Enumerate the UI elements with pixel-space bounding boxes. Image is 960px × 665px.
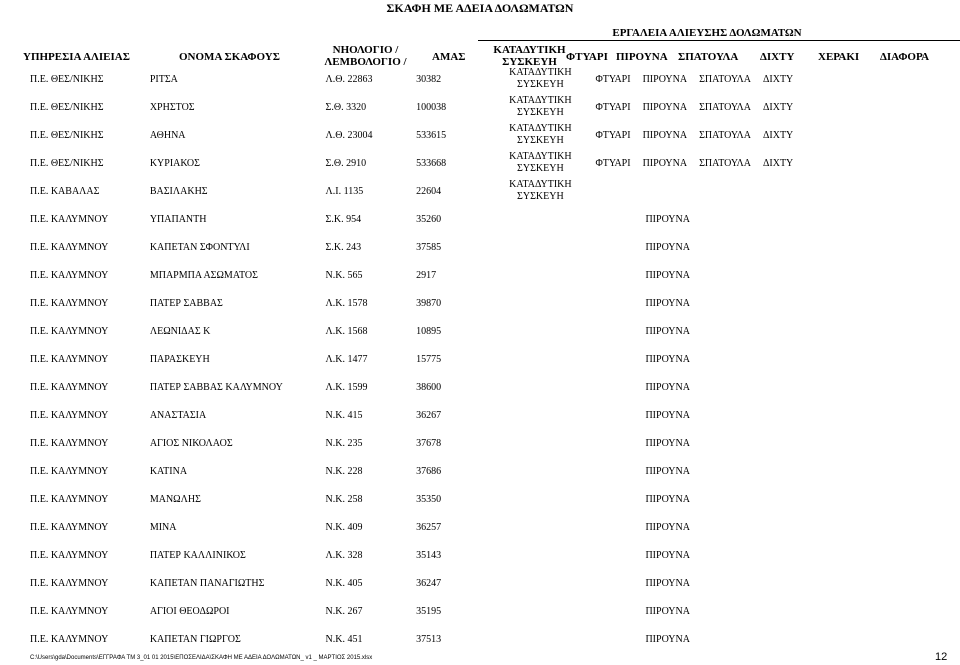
cell-equipment bbox=[595, 401, 960, 429]
cell-boat-name: ΚΑΠΕΤΑΝ ΓΙΩΡΓΟΣ bbox=[149, 633, 241, 645]
header-registry-line1: ΝΗΟΛΟΓΙΟ / bbox=[332, 44, 399, 56]
table-row bbox=[0, 289, 960, 317]
equipment-item: ΠΙΡΟΥΝΑ bbox=[645, 521, 690, 533]
equipment-item: ΠΙΡΟΥΝΑ bbox=[642, 129, 688, 141]
cell-registry: Λ.Κ. 1568 bbox=[325, 325, 368, 337]
table-row bbox=[0, 93, 960, 121]
equipment-group-title: ΕΡΓΑΛΕΙΑ ΑΛΙΕΥΣΗΣ ΔΟΛΩΜΑΤΩΝ bbox=[612, 27, 802, 39]
cell-registry: Λ.Κ. 1578 bbox=[325, 297, 368, 309]
cell-equipment bbox=[595, 65, 960, 93]
cell-catching-device bbox=[485, 429, 595, 457]
equipment-item: ΠΙΡΟΥΝΑ bbox=[645, 325, 690, 337]
cell-registry: Ν.Κ. 565 bbox=[325, 269, 363, 281]
cell-catching-device bbox=[485, 345, 595, 373]
cell-registry: Λ.Κ. 328 bbox=[325, 549, 363, 561]
cell-service: Π.Ε. ΘΕΣ/ΝΙΚΗΣ bbox=[30, 129, 104, 141]
header-dixty: ΔΙΧΤΥ bbox=[760, 51, 795, 63]
cell-boat-name: ΡΙΤΣΑ bbox=[149, 73, 178, 85]
cell-amas: 533615 bbox=[416, 129, 447, 141]
header-diafora: ΔΙΑΦΟΡΑ bbox=[880, 51, 930, 63]
cell-boat-name: ΥΠΑΠΑΝΤΗ bbox=[149, 213, 207, 225]
cell-catching-device bbox=[485, 569, 595, 597]
equipment-item: ΠΙΡΟΥΝΑ bbox=[645, 465, 690, 477]
cell-equipment bbox=[595, 149, 960, 177]
table-row bbox=[0, 485, 960, 513]
cell-registry: Ν.Κ. 258 bbox=[325, 493, 363, 505]
cell-equipment bbox=[595, 233, 960, 261]
cell-service: Π.Ε. ΚΑΛΥΜΝΟΥ bbox=[30, 605, 109, 617]
cell-boat-name: ΚΑΤΙΝΑ bbox=[149, 465, 188, 477]
equipment-item: ΔΙΧΤΥ bbox=[762, 129, 794, 141]
header-catching-line2: ΣΥΣΚΕΥΗ bbox=[502, 56, 557, 68]
header-ftyari: ΦΤΥΑΡΙ bbox=[566, 51, 608, 63]
cell-registry: Ν.Κ. 235 bbox=[325, 437, 363, 449]
cell-catching-device bbox=[485, 401, 595, 429]
catching-device-line2: ΣΥΣΚΕΥΗ bbox=[517, 163, 564, 174]
cell-boat-name: ΧΡΗΣΤΟΣ bbox=[149, 101, 195, 113]
header-pirouna: ΠΙΡΟΥΝΑ bbox=[616, 51, 668, 63]
cell-registry: Σ.Θ. 2910 bbox=[325, 157, 367, 169]
table-row bbox=[0, 457, 960, 485]
page-number: 12 bbox=[935, 651, 948, 663]
cell-service: Π.Ε. ΚΑΛΥΜΝΟΥ bbox=[30, 353, 109, 365]
cell-registry: Ν.Κ. 409 bbox=[325, 521, 363, 533]
cell-registry: Ν.Κ. 415 bbox=[325, 409, 363, 421]
table-row bbox=[0, 429, 960, 457]
cell-registry: Σ.Θ. 3320 bbox=[325, 101, 367, 113]
cell-equipment bbox=[595, 373, 960, 401]
cell-amas: 533668 bbox=[416, 157, 447, 169]
cell-boat-name: ΛΕΩΝΙΔΑΣ Κ bbox=[149, 325, 211, 337]
equipment-item: ΔΙΧΤΥ bbox=[762, 73, 794, 85]
cell-service: Π.Ε. ΚΑΛΥΜΝΟΥ bbox=[30, 521, 109, 533]
header-registry-line2: ΛΕΜΒΟΛΟΓΙΟ / bbox=[324, 56, 407, 68]
cell-catching-device bbox=[485, 233, 595, 261]
header-xeraki: ΧΕΡΑΚΙ bbox=[818, 51, 860, 63]
page-title: ΣΚΑΦΗ ΜΕ ΑΔΕΙΑ ΔΟΛΩΜΑΤΩΝ bbox=[386, 1, 574, 15]
equipment-item: ΠΙΡΟΥΝΑ bbox=[645, 437, 690, 449]
cell-service: Π.Ε. ΚΑΛΥΜΝΟΥ bbox=[30, 493, 109, 505]
cell-amas: 39870 bbox=[416, 297, 442, 309]
table-row bbox=[0, 345, 960, 373]
cell-registry: Ν.Κ. 267 bbox=[325, 605, 363, 617]
cell-registry: Σ.Κ. 954 bbox=[325, 213, 362, 225]
equipment-item: ΠΙΡΟΥΝΑ bbox=[645, 549, 690, 561]
table-row bbox=[0, 177, 960, 205]
cell-service: Π.Ε. ΘΕΣ/ΝΙΚΗΣ bbox=[30, 101, 104, 113]
equipment-item: ΣΠΑΤΟΥΛΑ bbox=[699, 129, 751, 141]
cell-service: Π.Ε. ΚΑΛΥΜΝΟΥ bbox=[30, 269, 109, 281]
cell-catching-device bbox=[485, 317, 595, 345]
cell-registry: Λ.Κ. 1599 bbox=[325, 381, 368, 393]
equipment-item: ΣΠΑΤΟΥΛΑ bbox=[699, 73, 751, 85]
cell-amas: 35350 bbox=[416, 493, 442, 505]
cell-amas: 37513 bbox=[416, 633, 442, 645]
equipment-item: ΠΙΡΟΥΝΑ bbox=[642, 73, 688, 85]
catching-device-line2: ΣΥΣΚΕΥΗ bbox=[517, 107, 564, 118]
cell-registry: Λ.Ι. 1135 bbox=[325, 185, 364, 197]
catching-device-line1: ΚΑΤΑΔΥΤΙΚΗ bbox=[509, 123, 572, 134]
catching-device-line2: ΣΥΣΚΕΥΗ bbox=[517, 135, 564, 146]
cell-service: Π.Ε. ΚΑΛΥΜΝΟΥ bbox=[30, 409, 109, 421]
equipment-item: ΠΙΡΟΥΝΑ bbox=[645, 269, 690, 281]
cell-amas: 36257 bbox=[416, 521, 442, 533]
table-row bbox=[0, 121, 960, 149]
equipment-item: ΔΙΧΤΥ bbox=[762, 101, 794, 113]
equipment-item: ΠΙΡΟΥΝΑ bbox=[645, 605, 690, 617]
equipment-item: ΦΤΥΑΡΙ bbox=[595, 129, 631, 141]
cell-equipment bbox=[595, 513, 960, 541]
cell-service: Π.Ε. ΚΑΛΥΜΝΟΥ bbox=[30, 241, 109, 253]
cell-boat-name: ΑΓΙΟΣ ΝΙΚΟΛΑΟΣ bbox=[149, 437, 233, 449]
equipment-item: ΣΠΑΤΟΥΛΑ bbox=[699, 157, 751, 169]
cell-boat-name: ΠΑΤΕΡ ΚΑΛΛΙΝΙΚΟΣ bbox=[149, 549, 246, 561]
cell-catching-device bbox=[485, 205, 595, 233]
equipment-item: ΠΙΡΟΥΝΑ bbox=[645, 577, 690, 589]
cell-catching-device bbox=[485, 625, 595, 653]
table-row bbox=[0, 317, 960, 345]
equipment-item: ΠΙΡΟΥΝΑ bbox=[645, 493, 690, 505]
cell-equipment bbox=[595, 121, 960, 149]
cell-registry: Σ.Κ. 243 bbox=[325, 241, 362, 253]
cell-service: Π.Ε. ΚΑΛΥΜΝΟΥ bbox=[30, 549, 109, 561]
cell-boat-name: ΑΘΗΝΑ bbox=[149, 129, 186, 141]
cell-registry: Λ.Θ. 23004 bbox=[325, 129, 373, 141]
table-row bbox=[0, 401, 960, 429]
cell-registry: Λ.Κ. 1477 bbox=[325, 353, 368, 365]
equipment-item: ΠΙΡΟΥΝΑ bbox=[645, 353, 690, 365]
equipment-item: ΠΙΡΟΥΝΑ bbox=[645, 633, 690, 645]
cell-catching-device bbox=[485, 513, 595, 541]
cell-catching-device bbox=[485, 541, 595, 569]
cell-amas: 37686 bbox=[416, 465, 442, 477]
table-row bbox=[0, 541, 960, 569]
equipment-item: ΦΤΥΑΡΙ bbox=[595, 101, 631, 113]
cell-equipment bbox=[595, 485, 960, 513]
cell-service: Π.Ε. ΚΑΛΥΜΝΟΥ bbox=[30, 297, 109, 309]
cell-registry: Ν.Κ. 451 bbox=[325, 633, 363, 645]
equipment-item: ΠΙΡΟΥΝΑ bbox=[645, 241, 690, 253]
cell-catching-device bbox=[485, 177, 595, 205]
cell-boat-name: ΜΠΑΡΜΠΑ ΑΣΩΜΑΤΟΣ bbox=[149, 269, 258, 281]
cell-service: Π.Ε. ΚΑΛΥΜΝΟΥ bbox=[30, 381, 109, 393]
cell-equipment bbox=[595, 457, 960, 485]
cell-equipment bbox=[595, 205, 960, 233]
cell-service: Π.Ε. ΚΑΛΥΜΝΟΥ bbox=[30, 577, 109, 589]
table-row bbox=[0, 149, 960, 177]
header-catching-line1: ΚΑΤΑΔΥΤΙΚΗ bbox=[493, 44, 566, 56]
cell-amas: 35260 bbox=[416, 213, 442, 225]
cell-catching-device bbox=[485, 261, 595, 289]
cell-catching-device bbox=[485, 149, 595, 177]
header-boat-name: ΟΝΟΜΑ ΣΚΑΦΟΥΣ bbox=[179, 51, 280, 63]
cell-equipment bbox=[595, 345, 960, 373]
cell-amas: 37678 bbox=[416, 437, 442, 449]
cell-catching-device bbox=[485, 121, 595, 149]
table-row bbox=[0, 233, 960, 261]
cell-service: Π.Ε. ΚΑΛΥΜΝΟΥ bbox=[30, 213, 109, 225]
cell-boat-name: ΠΑΡΑΣΚΕΥΗ bbox=[149, 353, 210, 365]
cell-amas: 37585 bbox=[416, 241, 442, 253]
cell-amas: 22604 bbox=[416, 185, 442, 197]
cell-boat-name: ΜΑΝΩΛΗΣ bbox=[149, 493, 201, 505]
cell-amas: 10895 bbox=[416, 325, 442, 337]
cell-equipment bbox=[595, 289, 960, 317]
equipment-item: ΠΙΡΟΥΝΑ bbox=[645, 297, 690, 309]
cell-amas: 100038 bbox=[416, 101, 447, 113]
cell-amas: 2917 bbox=[416, 269, 437, 281]
cell-catching-device bbox=[485, 373, 595, 401]
cell-boat-name: ΠΑΤΕΡ ΣΑΒΒΑΣ ΚΑΛΥΜΝΟΥ bbox=[149, 381, 283, 393]
equipment-item: ΔΙΧΤΥ bbox=[762, 157, 794, 169]
cell-service: Π.Ε. ΘΕΣ/ΝΙΚΗΣ bbox=[30, 73, 104, 85]
catching-device-line1: ΚΑΤΑΔΥΤΙΚΗ bbox=[509, 179, 572, 190]
cell-amas: 36247 bbox=[416, 577, 442, 589]
cell-service: Π.Ε. ΚΑΛΥΜΝΟΥ bbox=[30, 465, 109, 477]
equipment-item: ΠΙΡΟΥΝΑ bbox=[645, 213, 690, 225]
cell-equipment bbox=[595, 597, 960, 625]
table-row bbox=[0, 205, 960, 233]
cell-service: Π.Ε. ΚΑΒΑΛΑΣ bbox=[30, 185, 100, 197]
cell-equipment bbox=[595, 317, 960, 345]
cell-amas: 38600 bbox=[416, 381, 442, 393]
cell-service: Π.Ε. ΚΑΛΥΜΝΟΥ bbox=[30, 633, 109, 645]
header-amas: ΑΜΑΣ bbox=[432, 51, 466, 63]
table-row bbox=[0, 597, 960, 625]
cell-boat-name: ΚΥΡΙΑΚΟΣ bbox=[149, 157, 200, 169]
table-row bbox=[0, 65, 960, 93]
cell-amas: 35195 bbox=[416, 605, 442, 617]
table-row bbox=[0, 261, 960, 289]
cell-service: Π.Ε. ΚΑΛΥΜΝΟΥ bbox=[30, 437, 109, 449]
catching-device-line2: ΣΥΣΚΕΥΗ bbox=[517, 79, 564, 90]
cell-boat-name: ΒΑΣΙΛΑΚΗΣ bbox=[149, 185, 208, 197]
cell-service: Π.Ε. ΘΕΣ/ΝΙΚΗΣ bbox=[30, 157, 104, 169]
catching-device-line1: ΚΑΤΑΔΥΤΙΚΗ bbox=[509, 95, 572, 106]
equipment-group-divider bbox=[478, 40, 960, 41]
cell-equipment bbox=[595, 569, 960, 597]
equipment-item: ΦΤΥΑΡΙ bbox=[595, 157, 631, 169]
equipment-item: ΠΙΡΟΥΝΑ bbox=[645, 409, 690, 421]
cell-amas: 35143 bbox=[416, 549, 442, 561]
catching-device-line1: ΚΑΤΑΔΥΤΙΚΗ bbox=[509, 151, 572, 162]
cell-registry: Λ.Θ. 22863 bbox=[325, 73, 373, 85]
cell-boat-name: ΜΙΝΑ bbox=[149, 521, 177, 533]
cell-equipment bbox=[595, 541, 960, 569]
cell-registry: Ν.Κ. 228 bbox=[325, 465, 363, 477]
catching-device-line1: ΚΑΤΑΔΥΤΙΚΗ bbox=[509, 67, 572, 78]
cell-amas: 30382 bbox=[416, 73, 442, 85]
cell-boat-name: ΑΓΙΟΙ ΘΕΟΔΩΡΟΙ bbox=[149, 605, 230, 617]
table-row bbox=[0, 373, 960, 401]
cell-equipment bbox=[595, 261, 960, 289]
cell-boat-name: ΚΑΠΕΤΑΝ ΠΑΝΑΓΙΩΤΗΣ bbox=[149, 577, 265, 589]
cell-registry: Ν.Κ. 405 bbox=[325, 577, 363, 589]
header-service: ΥΠΗΡΕΣΙΑ ΑΛΙΕΙΑΣ bbox=[23, 51, 130, 63]
cell-boat-name: ΑΝΑΣΤΑΣΙΑ bbox=[149, 409, 207, 421]
equipment-item: ΦΤΥΑΡΙ bbox=[595, 73, 631, 85]
cell-equipment bbox=[595, 625, 960, 653]
cell-catching-device bbox=[485, 597, 595, 625]
cell-boat-name: ΚΑΠΕΤΑΝ ΣΦΟΝΤΥΛΙ bbox=[149, 241, 250, 253]
equipment-item: ΠΙΡΟΥΝΑ bbox=[642, 101, 688, 113]
catching-device-line2: ΣΥΣΚΕΥΗ bbox=[517, 191, 564, 202]
cell-catching-device bbox=[485, 93, 595, 121]
footer-file-path: C:\Users\gda\Documents\ΕΓΓΡΑΦΑ ΤΜ 3_01 01 2015\ΕΠΟΣΕΛΙΔΑ\ΣΚΑΦΗ ΜΕ ΑΔΕΙΑ ΔΟΛΩΜΑΤΩΝ_ v1 _ ΜΑΡΤΙΟΣ 2015.xlsx bbox=[30, 655, 373, 661]
equipment-item: ΠΙΡΟΥΝΑ bbox=[642, 157, 688, 169]
cell-service: Π.Ε. ΚΑΛΥΜΝΟΥ bbox=[30, 325, 109, 337]
cell-boat-name: ΠΑΤΕΡ ΣΑΒΒΑΣ bbox=[149, 297, 223, 309]
cell-equipment bbox=[595, 93, 960, 121]
equipment-item: ΣΠΑΤΟΥΛΑ bbox=[699, 101, 751, 113]
cell-equipment bbox=[595, 429, 960, 457]
boats-table bbox=[0, 65, 960, 653]
table-row bbox=[0, 625, 960, 653]
header-spatoula: ΣΠΑΤΟΥΛΑ bbox=[678, 51, 739, 63]
table-row bbox=[0, 513, 960, 541]
equipment-item: ΠΙΡΟΥΝΑ bbox=[645, 381, 690, 393]
cell-catching-device bbox=[485, 289, 595, 317]
cell-catching-device bbox=[485, 485, 595, 513]
table-row bbox=[0, 569, 960, 597]
cell-amas: 15775 bbox=[416, 353, 442, 365]
cell-catching-device bbox=[485, 65, 595, 93]
cell-catching-device bbox=[485, 457, 595, 485]
cell-equipment bbox=[595, 177, 960, 205]
cell-amas: 36267 bbox=[416, 409, 442, 421]
